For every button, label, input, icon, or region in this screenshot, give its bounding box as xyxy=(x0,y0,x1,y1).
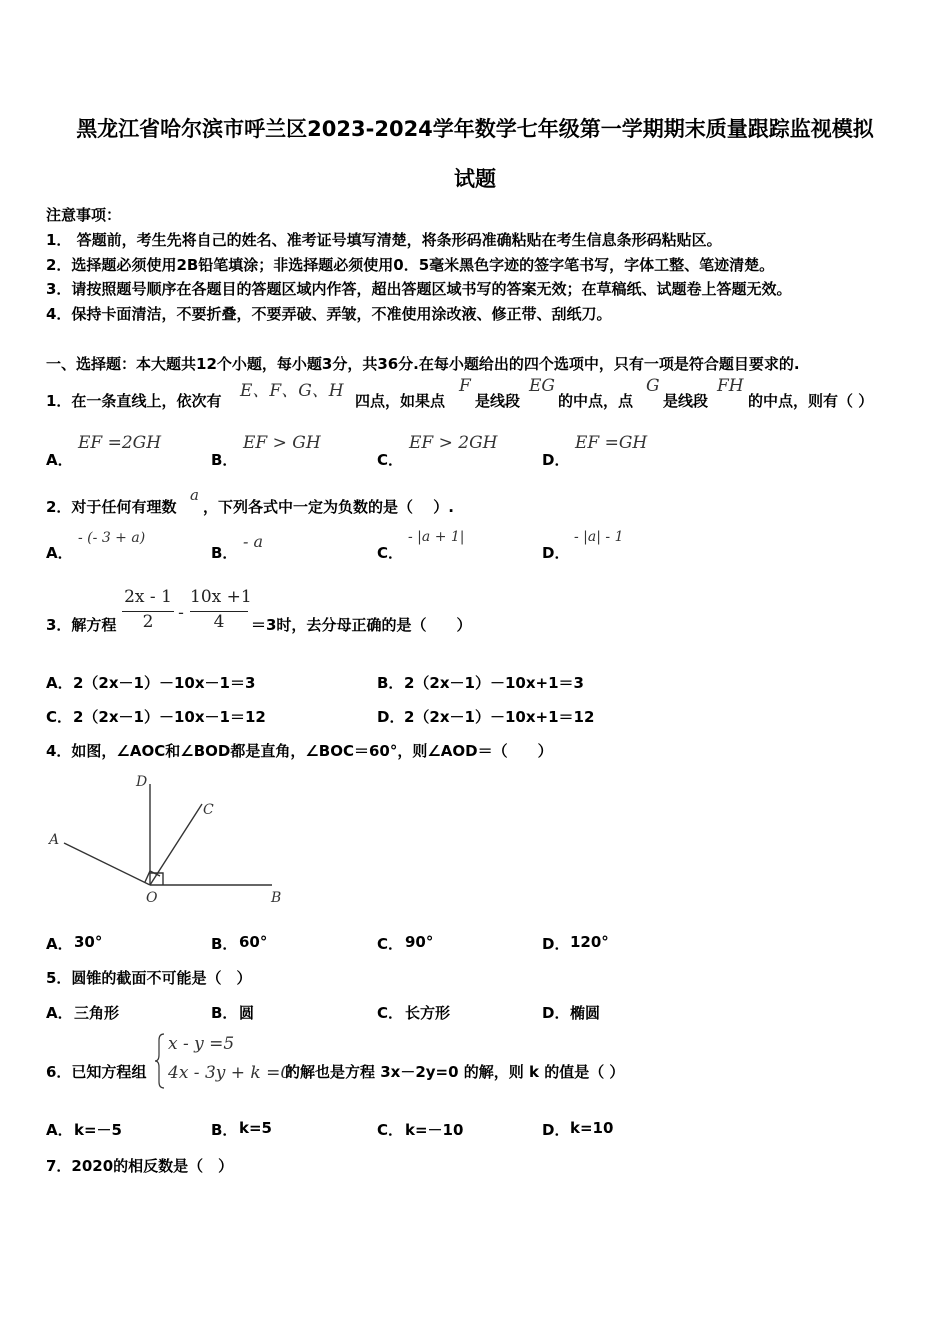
q5-option-expr: 圆 xyxy=(239,1004,255,1022)
q4-option-label: C． xyxy=(377,935,404,953)
q3-text: 3．解方程 xyxy=(46,616,117,634)
q6-option-label: D． xyxy=(542,1121,570,1139)
q6-text: 6．已知方程组 xyxy=(46,1063,147,1081)
q4-text: 4．如图，∠AOC和∠BOD都是直角，∠BOC＝60°，则∠AOD＝（ ） xyxy=(46,742,553,760)
q3-text: ＝3时，去分母正确的是（ ） xyxy=(251,616,472,634)
q5-option-label: B． xyxy=(211,1004,238,1022)
q1-math: E、F、G、H xyxy=(240,381,344,401)
q1-option-label: C． xyxy=(377,451,404,469)
label-d: D xyxy=(136,774,148,790)
q4-option-expr: 30° xyxy=(74,933,103,951)
q5-option-label: A． xyxy=(46,1004,73,1022)
q1-text: 的中点，则有（ ） xyxy=(748,392,874,410)
brace-icon xyxy=(154,1032,166,1090)
label-o: O xyxy=(146,890,158,906)
q4-option-expr: 90° xyxy=(405,933,434,951)
q6-equation-1: x - y =5 xyxy=(168,1034,235,1054)
label-c: C xyxy=(203,802,214,818)
q2-option-expr: - |a| - 1 xyxy=(574,529,624,545)
q6-option-expr: k=10 xyxy=(570,1119,614,1137)
q1-math: EG xyxy=(529,376,555,396)
q2-option-label: B． xyxy=(211,544,238,562)
q1-option-label: D． xyxy=(542,451,570,469)
label-a: A xyxy=(49,832,60,848)
q1-text: 的中点，点 xyxy=(558,392,634,410)
q6-option-label: B． xyxy=(211,1121,238,1139)
q5-option-expr: 椭圆 xyxy=(570,1004,601,1022)
q1-option-expr: EF =GH xyxy=(575,433,648,453)
q2-text: ，下列各式中一定为负数的是（ ）. xyxy=(203,498,454,516)
notice-heading: 注意事项： xyxy=(46,206,122,224)
q2-text: 2．对于任何有理数 xyxy=(46,498,177,516)
q3-frac2-numerator: 10x +1 xyxy=(190,587,252,607)
q3-option-expr: 2（2x－1）－10x+1＝12 xyxy=(404,708,595,726)
q1-option-label: A． xyxy=(46,451,73,469)
page-title: 黑龙江省哈尔滨市呼兰区2023-2024学年数学七年级第一学期期末质量跟踪监视模拟 xyxy=(76,117,874,141)
q3-minus: - xyxy=(178,603,184,623)
q2-option-expr: - (- 3 + a) xyxy=(78,530,146,546)
q1-math: F xyxy=(459,376,471,396)
notice-item: 3．请按照题号顺序在各题目的答题区域内作答，超出答题区域书写的答案无效；在草稿纸、试题卷上答题无效。 xyxy=(46,280,792,298)
q4-option-label: D． xyxy=(542,935,570,953)
q2-option-expr: - a xyxy=(243,532,264,551)
q1-option-expr: EF > GH xyxy=(243,433,321,453)
q3-frac2-denominator: 4 xyxy=(213,612,225,632)
q5-option-label: C． xyxy=(377,1004,404,1022)
q7-text: 7．2020的相反数是（ ） xyxy=(46,1157,234,1175)
q6-text: 的解也是方程 3x－2y=0 的解，则 k 的值是（ ） xyxy=(285,1063,625,1081)
q6-option-expr: k=5 xyxy=(239,1119,272,1137)
q1-option-expr: EF > 2GH xyxy=(409,433,498,453)
notice-item: 4．保持卡面清洁，不要折叠，不要弄破、弄皱，不准使用涂改液、修正带、刮纸刀。 xyxy=(46,305,612,323)
q6-option-label: C． xyxy=(377,1121,404,1139)
q1-option-label: B． xyxy=(211,451,238,469)
q1-text: 是线段 xyxy=(663,392,709,410)
q2-option-expr: - |a + 1| xyxy=(408,529,465,545)
q1-math: FH xyxy=(717,376,744,396)
q5-text: 5．圆锥的截面不可能是（ ） xyxy=(46,969,252,987)
section-heading: 一、选择题：本大题共12个小题，每小题3分，共36分.在每小题给出的四个选项中，只有一项是符合题目要求的. xyxy=(46,355,800,373)
q3-frac1-numerator: 2x - 1 xyxy=(124,587,172,607)
q3-option-label: A． xyxy=(46,674,73,692)
q5-option-expr: 长方形 xyxy=(405,1004,451,1022)
q4-option-expr: 120° xyxy=(570,933,609,951)
q1-text: 是线段 xyxy=(475,392,521,410)
label-b: B xyxy=(271,890,282,906)
q5-option-expr: 三角形 xyxy=(74,1004,120,1022)
q1-text: 1．在一条直线上，依次有 xyxy=(46,392,222,410)
q2-option-label: D． xyxy=(542,544,570,562)
q2-math: a xyxy=(190,486,199,504)
q3-frac1-denominator: 2 xyxy=(142,612,154,632)
q2-option-label: A． xyxy=(46,544,73,562)
q6-equation-2: 4x - 3y + k =0 xyxy=(168,1063,292,1083)
q4-option-expr: 60° xyxy=(239,933,268,951)
q3-option-label: C． xyxy=(46,708,73,726)
q1-math: G xyxy=(646,376,660,396)
q3-option-label: B． xyxy=(377,674,404,692)
q2-option-label: C． xyxy=(377,544,404,562)
notice-item: 2．选择题必须使用2B铅笔填涂；非选择题必须使用0．5毫米黑色字迹的签字笔书写，字体工整、笔迹清楚。 xyxy=(46,256,775,274)
q1-text: 四点，如果点 xyxy=(355,392,446,410)
page-title-line2: 试题 xyxy=(454,167,496,191)
q6-option-label: A． xyxy=(46,1121,73,1139)
q4-option-label: A． xyxy=(46,935,73,953)
q6-option-expr: k=－5 xyxy=(74,1121,122,1139)
q1-option-expr: EF =2GH xyxy=(78,433,162,453)
q4-option-label: B． xyxy=(211,935,238,953)
q3-option-expr: 2（2x－1）－10x－1＝12 xyxy=(73,708,266,726)
ray-oa xyxy=(64,843,150,885)
q5-option-label: D． xyxy=(542,1004,570,1022)
q4-angle-figure xyxy=(40,766,300,908)
q6-option-expr: k=－10 xyxy=(405,1121,464,1139)
q3-option-expr: 2（2x－1）－10x－1＝3 xyxy=(73,674,256,692)
q3-option-label: D． xyxy=(377,708,405,726)
q3-option-expr: 2（2x－1）－10x+1＝3 xyxy=(404,674,584,692)
notice-item: 1． 答题前，考生先将自己的姓名、准考证号填写清楚，将条形码准确粘贴在考生信息条形码粘贴区。 xyxy=(46,231,722,249)
